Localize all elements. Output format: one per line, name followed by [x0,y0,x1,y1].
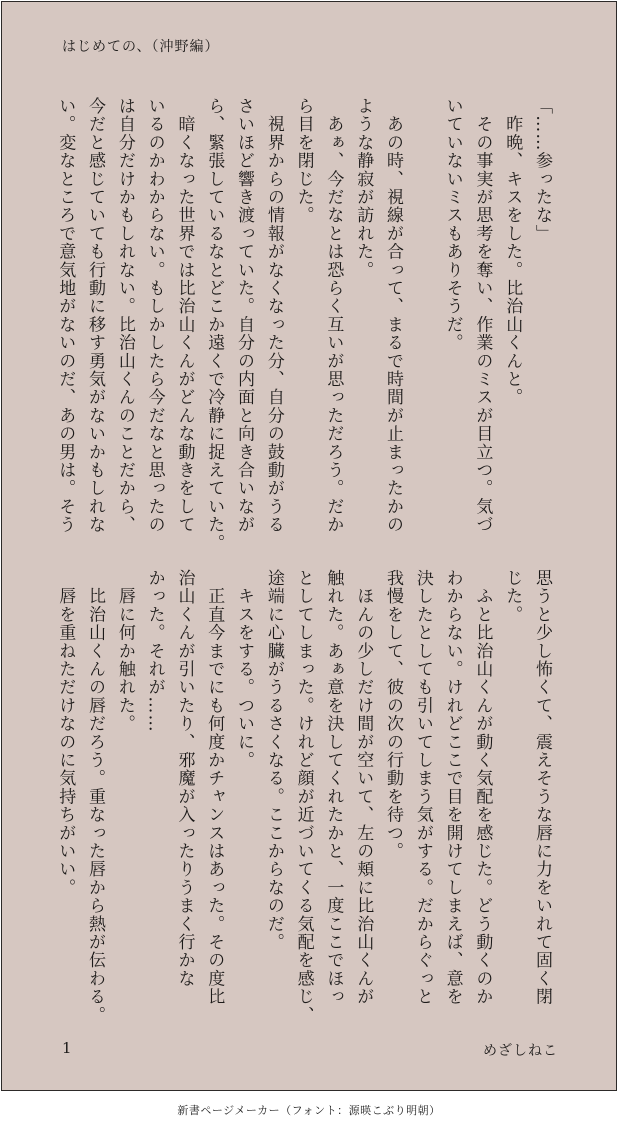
text-column: は自分だけかもしれない。比治山くんのことだから、 [114,97,135,534]
text-column: キスをする。ついに。 [234,569,255,770]
text-column: じた。 [502,569,523,624]
page-header-title: はじめての、（沖野編） [62,39,220,55]
text-column: ら目を閉じた。 [293,97,314,225]
lower-text-block [55,569,556,1024]
text-column: 「……参ったな」 [532,97,552,243]
text-column: 今だと感じていても行動に移す勇気がないかもしれな [85,97,106,534]
text-column: 暗くなった世界では比治山くんがどんな動きをして [174,97,195,534]
text-column: 我慢をして、彼の次の行動を待つ。 [383,569,404,861]
text-column: さいほど響き渡っていた。自分の内面と向き合いなが [234,97,255,534]
text-column: その事実が思考を奪い、作業のミスが目立つ。気づ [472,97,493,534]
upper-text-block [55,97,556,552]
text-column: 正直今までにも何度かチャンスはあった。その度比 [204,569,225,1006]
text-column: かった。それが…… [144,569,165,733]
text-column: あの時、視線が合って、まるで時間が止まったかの [383,97,404,534]
text-column: ほんの少しだけ間が空いて、左の頬に比治山くんが [353,569,374,1006]
page-number: 1 [62,1039,72,1057]
text-column: 唇に何か触れた。 [114,569,135,733]
author-name: めざしねこ [483,1043,558,1059]
text-column [407,97,437,525]
text-column: ふと比治山くんが動く気配を感じた。どう動くのか [472,569,493,1006]
text-column: ら、緊張しているなとどこか遠くで冷静に捉えていた。 [204,97,225,552]
text-column: 視界からの情報がなくなった分、自分の鼓動がうる [263,97,284,534]
text-column: ような静寂が訪れた。 [353,97,374,279]
generator-caption: 新書ページメーカー（フォント：源暎こぶり明朝） [177,1104,441,1117]
text-column: 治山くんが引いたり、邪魔が入ったりうまく行かな [174,569,195,988]
text-column: いるのかわからない。もしかしたら今だなと思ったの [144,97,165,534]
text-column: いていないミスもありそうだ。 [442,97,463,352]
text-column: い。変なところで意気地がないのだ、あの男は。そう [55,97,76,534]
text-column: としてしまった。けれど顔が近づいてくる気配を感じ、 [293,569,314,1024]
text-column: わからない。けれどここで目を開けてしまえば、意を [442,569,463,1006]
text-column: あぁ、今だなとは恐らく互いが思っただろう。だか [323,97,344,534]
book-page [1,1,617,1091]
text-column: 比治山くんの唇だろう。重なった唇から熱が伝わる。 [85,569,106,1024]
text-column: 唇を重ねただけなのに気持ちがいい。 [55,569,76,897]
text-column: 昨晩、キスをした。比治山くんと。 [502,97,523,407]
text-column: 決したとしても引いてしまう気がする。だからぐっと [412,569,433,1006]
text-column: 触れた。あぁ意を決してくれたかと、一度ここでほっ [323,569,344,1006]
text-column: 途端に心臓がうるさくなる。ここからなのだ。 [263,569,284,952]
text-column: 思うと少し怖くて、震えそうな唇に力をいれて固く閉 [532,569,552,1006]
